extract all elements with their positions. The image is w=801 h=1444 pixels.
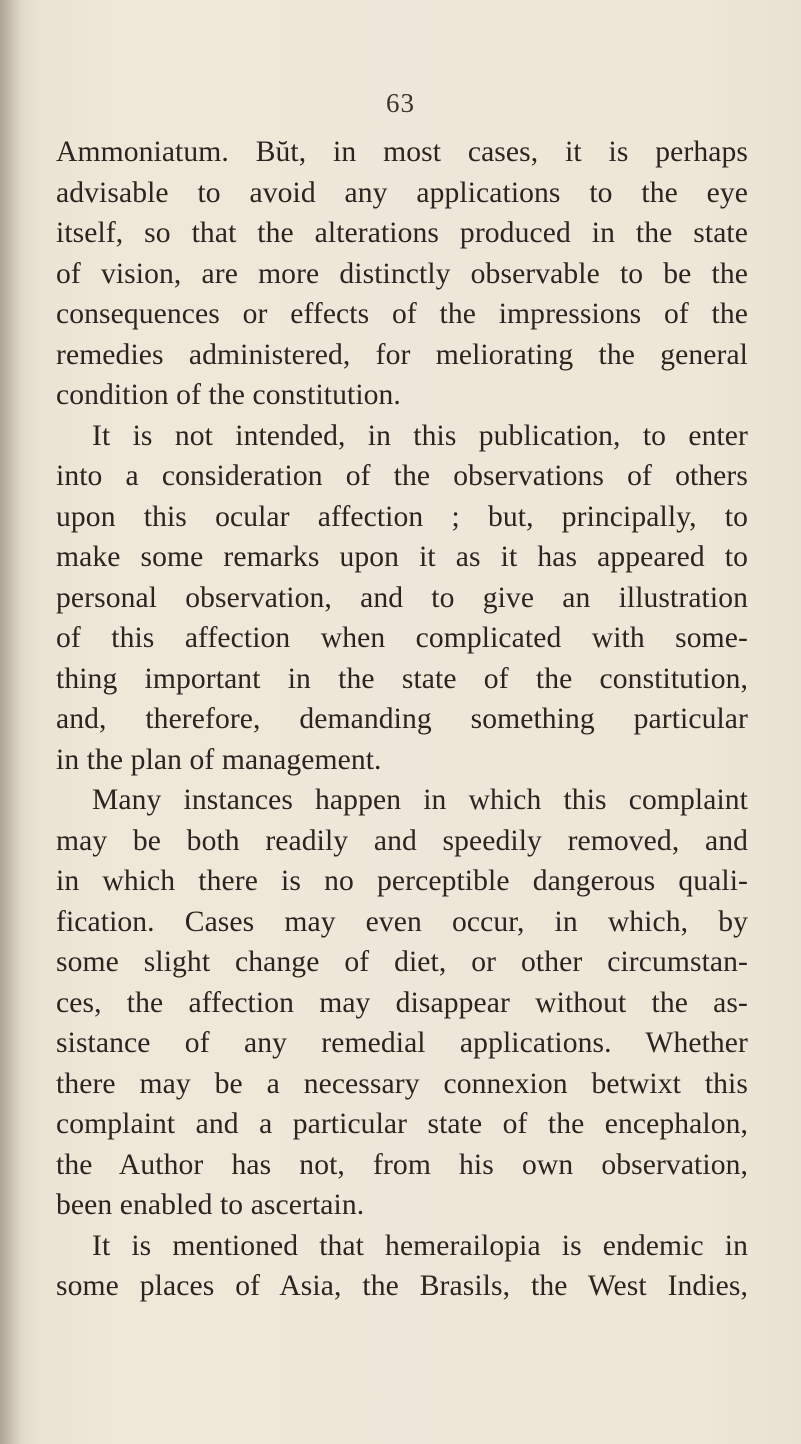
- text-line: in the plan of management.: [56, 743, 382, 776]
- text-line: some slight change of diet, or other circumstan-: [56, 946, 748, 978]
- text-line: some places of Asia, the Brasils, the West Indies,: [56, 1270, 748, 1302]
- text-line: of this affection when complicated with some-: [56, 622, 748, 654]
- text-line: thing important in the state of the constitution,: [56, 662, 748, 695]
- text-line: there may be a necessary connexion betwixt this: [56, 1067, 748, 1100]
- text-line: Ammoniatum. Bŭt, in most cases, it is perhaps: [56, 136, 748, 168]
- text-line: make some remarks upon it as it has appeared to: [56, 541, 748, 573]
- binding-shadow: [0, 0, 22, 1444]
- text-line: upon this ocular affection ; but, principally, to: [56, 500, 748, 533]
- text-line: Many instances happen in which this complaint: [92, 784, 748, 816]
- text-line: condition of the constitution.: [56, 379, 401, 411]
- text-line: been enabled to ascertain.: [56, 1189, 365, 1221]
- page-number: 63: [386, 88, 415, 118]
- text-line: It is not intended, in this publication, to enter: [92, 419, 748, 452]
- text-line: fication. Cases may even occur, in which, by: [56, 905, 748, 938]
- text-line: itself, so that the alterations produced in the state: [56, 217, 748, 249]
- text-line: the Author has not, from his own observation,: [56, 1148, 748, 1181]
- text-line: into a consideration of the observations of others: [56, 460, 748, 492]
- text-line: and, therefore, demanding something particular: [56, 703, 748, 735]
- text-line: It is mentioned that hemerailopia is endemic in: [92, 1229, 748, 1262]
- text-line: in which there is no perceptible dangerous quali-: [56, 865, 748, 897]
- text-line: of vision, are more distinctly observable to be the: [56, 257, 748, 290]
- text-line: ces, the affection may disappear without the as-: [56, 986, 748, 1019]
- text-line: complaint and a particular state of the encephalon,: [56, 1108, 748, 1140]
- text-line: may be both readily and speedily removed, and: [56, 824, 748, 857]
- text-line: sistance of any remedial applications. Whether: [56, 1027, 748, 1059]
- text-line: remedies administered, for meliorating the general: [56, 338, 748, 371]
- text-line: consequences or effects of the impressions of the: [56, 298, 748, 330]
- body-text: [56, 132, 748, 1307]
- text-line: personal observation, and to give an illustration: [56, 581, 748, 614]
- text-line: advisable to avoid any applications to the eye: [56, 176, 748, 209]
